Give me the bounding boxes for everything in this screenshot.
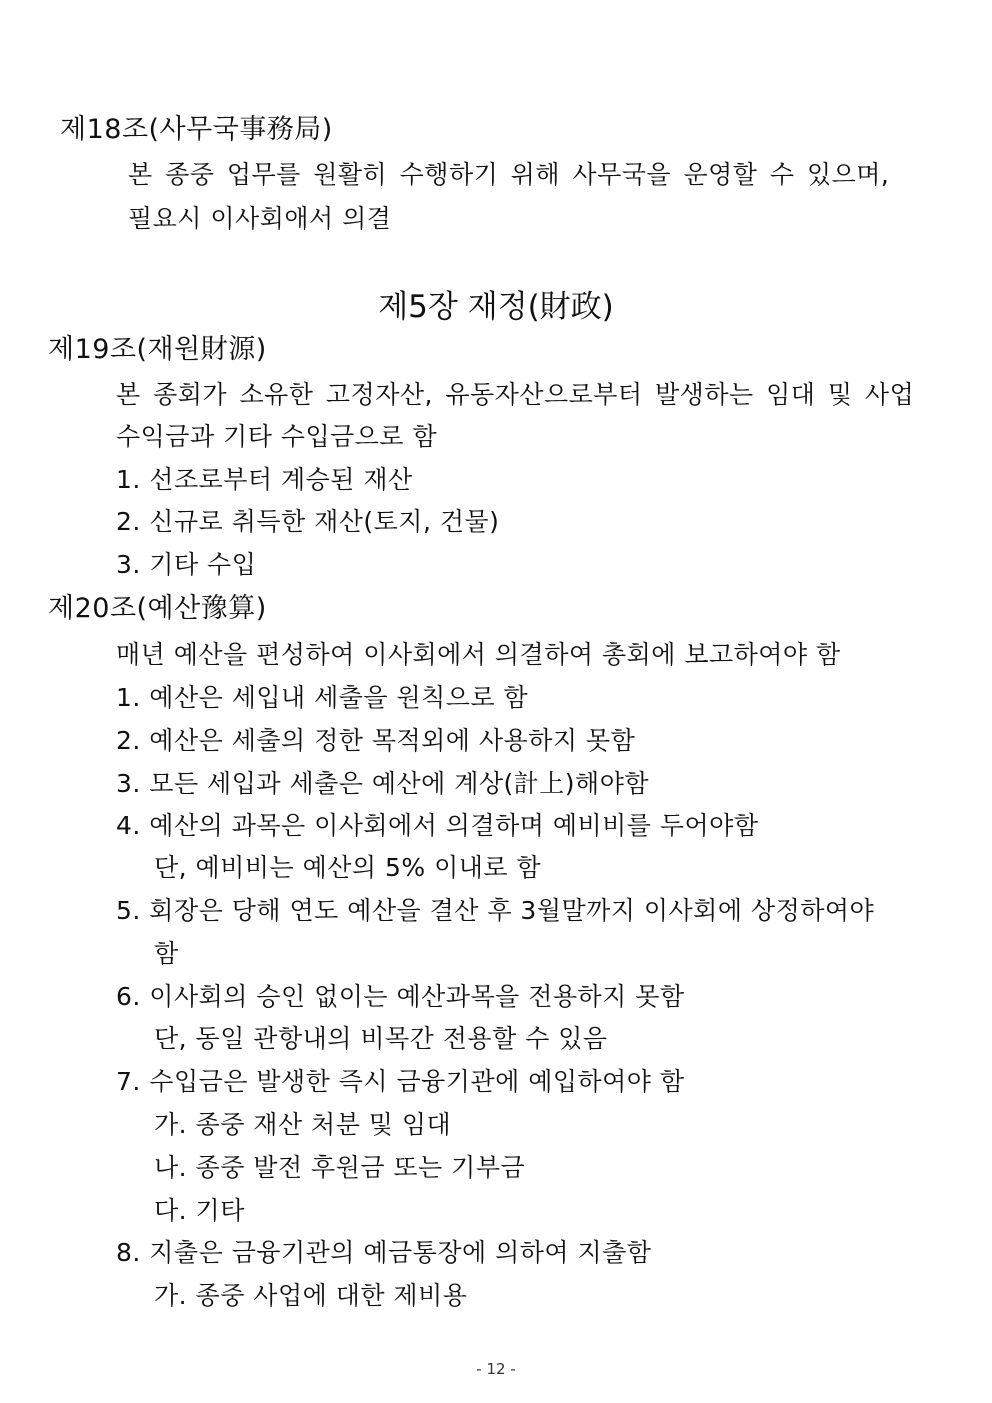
article-20-item-5-continued: 함 — [154, 939, 179, 968]
article-20-item-7: 7. 수입금은 발생한 즉시 금융기관에 예입하여야 함 — [116, 1067, 685, 1096]
article-19-item-3: 3. 기타 수입 — [116, 550, 257, 579]
article-20-item-4-note: 단, 예비비는 예산의 5% 이내로 함 — [154, 853, 542, 882]
article-20-item-4: 4. 예산의 과목은 이사회에서 의결하며 예비비를 두어야함 — [116, 811, 759, 840]
article-20-item-7-sub-ga: 가. 종중 재산 처분 및 임대 — [154, 1110, 452, 1139]
article-20-title: 제20조(예산豫算) — [48, 593, 267, 624]
article-20-item-8-sub-ga: 가. 종중 사업에 대한 제비용 — [154, 1281, 468, 1310]
article-19-item-1: 1. 선조로부터 계승된 재산 — [116, 465, 413, 494]
article-18-body-line-2: 필요시 이사회애서 의결 — [128, 204, 392, 233]
page-number: - 12 - — [476, 1360, 516, 1378]
article-19-body-line-2: 수익금과 기타 수입금으로 함 — [116, 422, 438, 451]
article-19-body-line-1: 본 종회가 소유한 고정자산, 유동자산으로부터 발생하는 임대 및 사업 — [116, 380, 915, 409]
article-19-title: 제19조(재원財源) — [48, 334, 267, 365]
article-20-item-2: 2. 예산은 세출의 정한 목적외에 사용하지 못함 — [116, 726, 636, 755]
article-20-item-6-note: 단, 동일 관항내의 비목간 전용할 수 있음 — [154, 1024, 608, 1053]
article-20-item-5: 5. 회장은 당해 연도 예산을 결산 후 3월말까지 이사회에 상정하여야 — [116, 896, 875, 925]
article-20-item-3: 3. 모든 세입과 세출은 예산에 계상(計上)해야함 — [116, 769, 649, 798]
article-20-body: 매년 예산을 편성하여 이사회에서 의결하여 총회에 보고하여야 함 — [116, 640, 841, 669]
article-18-body-line-1: 본 종중 업무를 원활히 수행하기 위해 사무국을 운영할 수 있으며, — [128, 160, 890, 189]
article-20-item-1: 1. 예산은 세입내 세출을 원칙으로 함 — [116, 683, 529, 712]
article-20-item-8: 8. 지출은 금융기관의 예금통장에 의하여 지출함 — [116, 1238, 652, 1267]
chapter-5-title: 제5장 재정(財政) — [378, 289, 614, 325]
article-20-item-6: 6. 이사회의 승인 없이는 예산과목을 전용하지 못함 — [116, 982, 685, 1011]
article-18-title: 제18조(사무국事務局) — [60, 114, 333, 145]
article-19-item-2: 2. 신규로 취득한 재산(토지, 건물) — [116, 507, 500, 536]
article-20-item-7-sub-na: 나. 종중 발전 후원금 또는 기부금 — [154, 1153, 526, 1182]
article-20-item-7-sub-da: 다. 기타 — [154, 1196, 245, 1225]
